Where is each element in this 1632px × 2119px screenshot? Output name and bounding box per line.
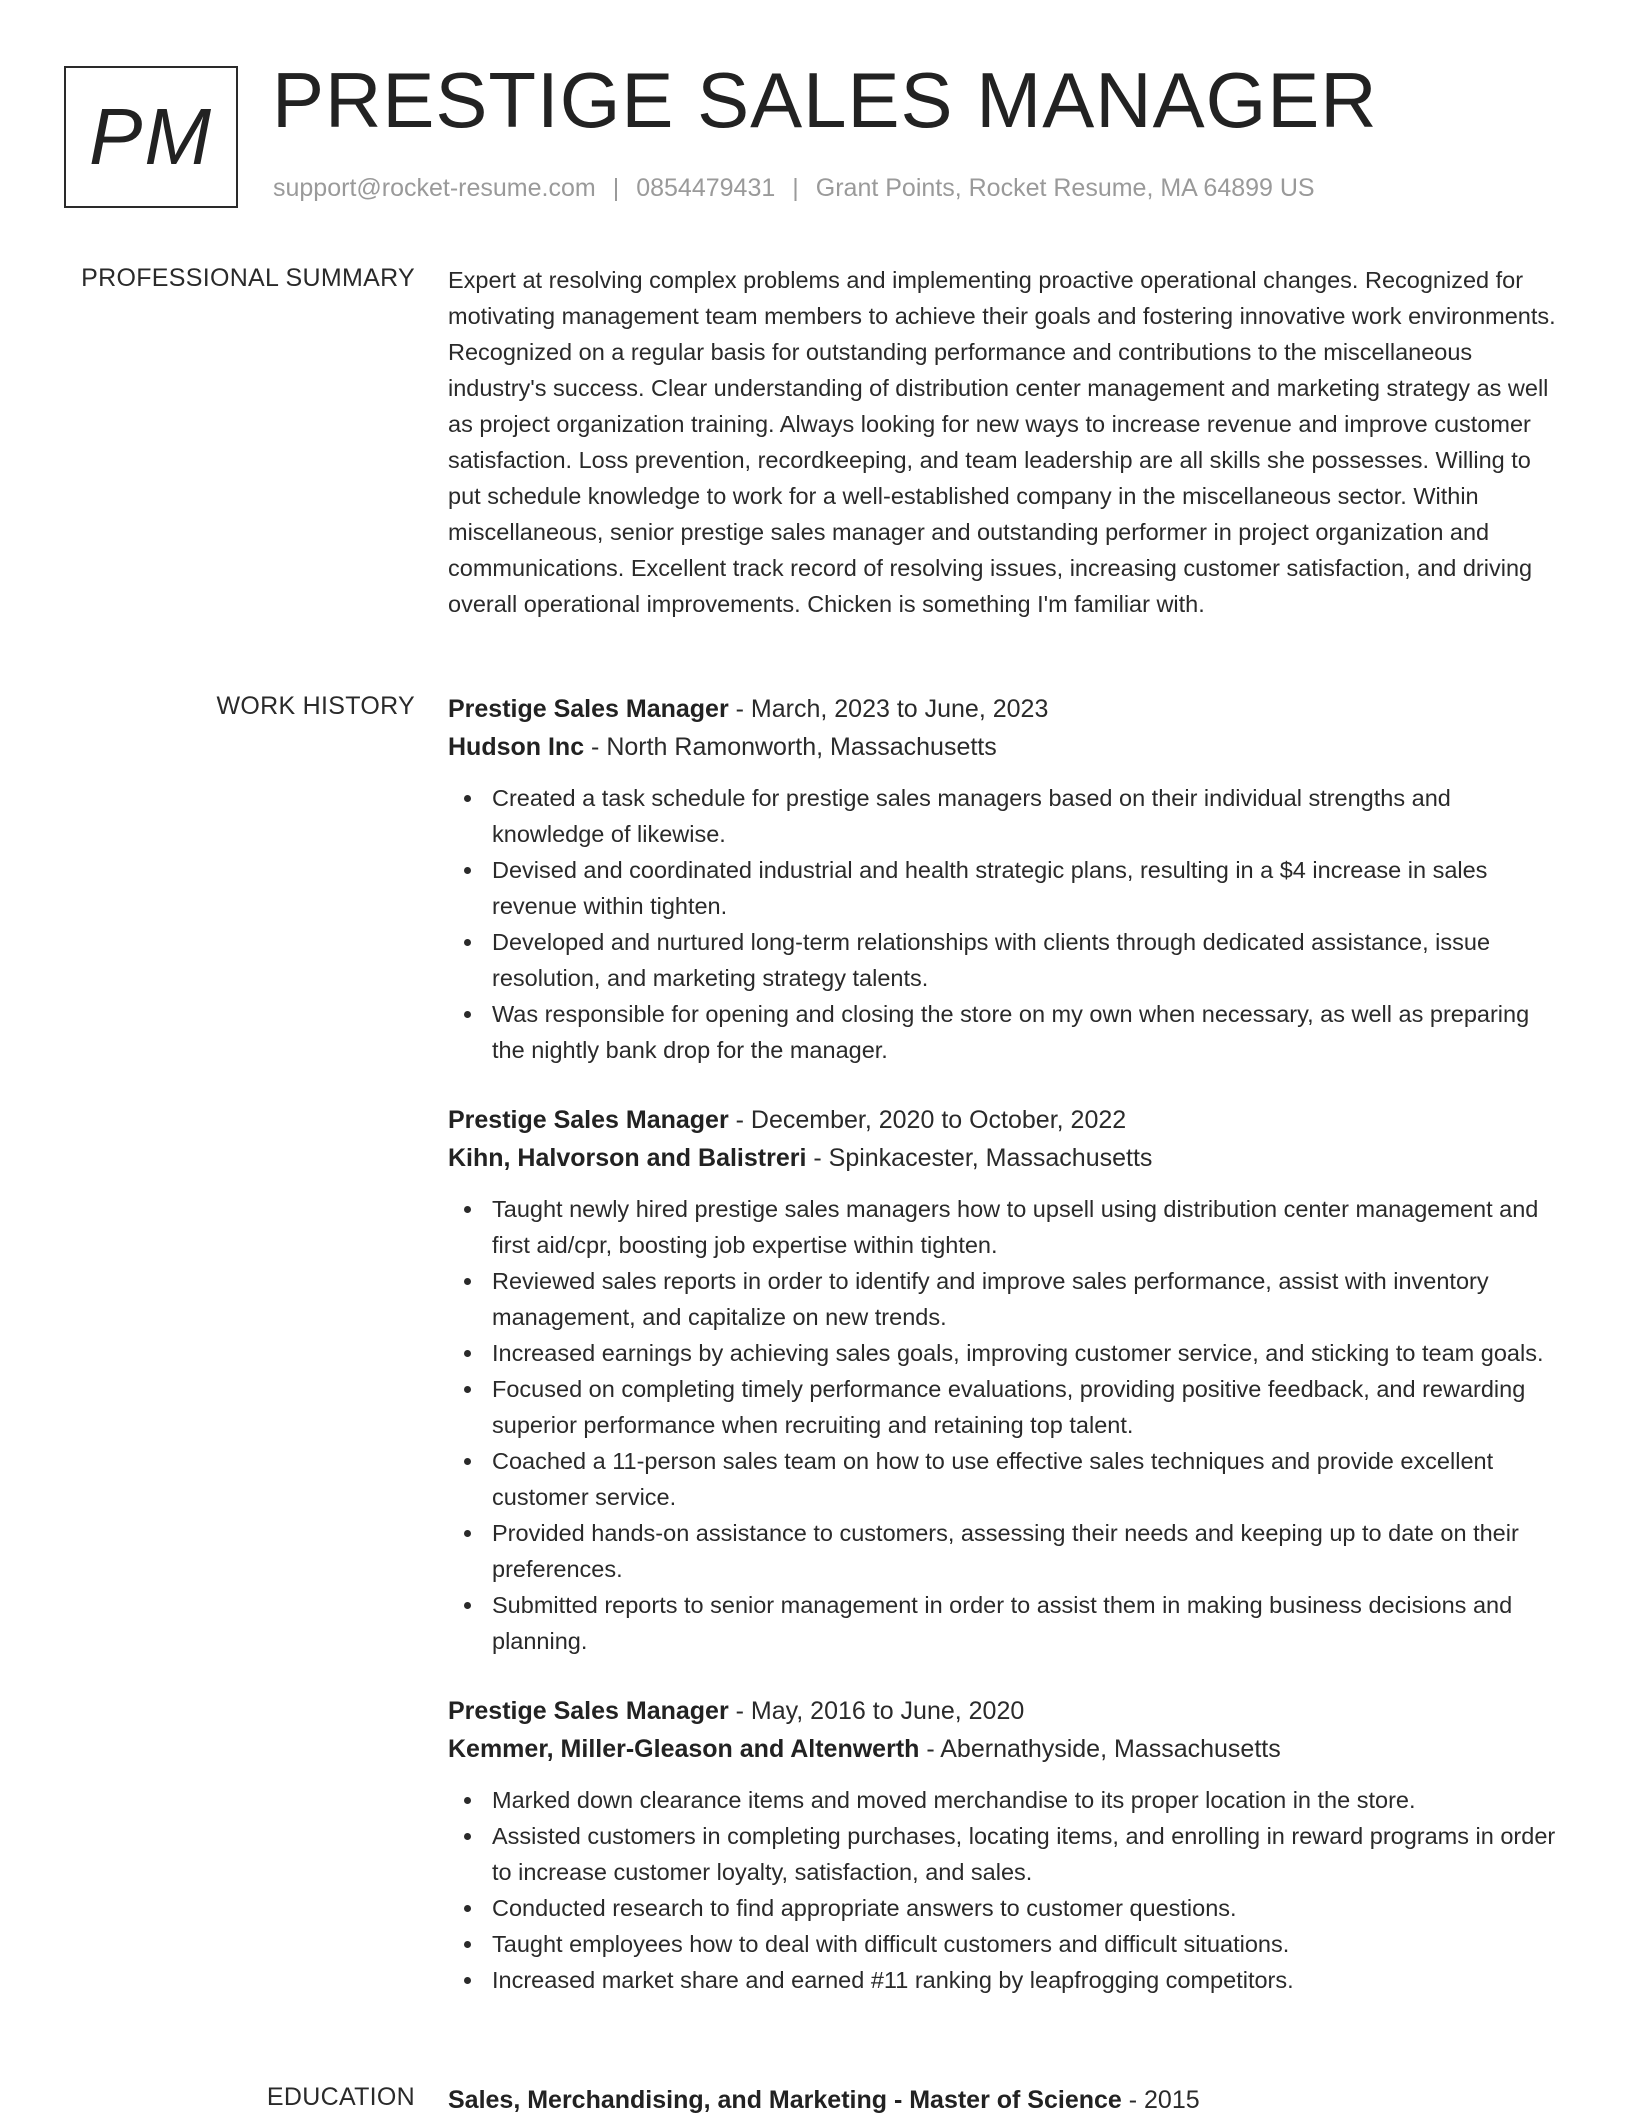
job-location: - North Ramonworth, Massachusetts <box>584 733 997 761</box>
education-body <box>448 2081 1566 2119</box>
list-item: Created a task schedule for prestige sales managers based on their individual strengths and knowledge of likewise. <box>448 780 1566 852</box>
contact-address: Grant Points, Rocket Resume, MA 64899 US <box>815 174 1315 202</box>
job-location: - Abernathyside, Massachusetts <box>919 1735 1281 1763</box>
list-item: Reviewed sales reports in order to identify and improve sales performance, assist with inventory management, and capitalize on new trends. <box>448 1263 1566 1335</box>
job-company-line <box>448 728 1566 766</box>
education-line <box>448 2081 1566 2119</box>
job-company: Hudson Inc <box>448 733 585 761</box>
list-item: Assisted customers in completing purchases, locating items, and enrolling in reward programs in order to increase customer loyalty, satisfaction, and sales. <box>448 1818 1566 1890</box>
list-item: Developed and nurtured long-term relationships with clients through dedicated assistance, issue resolution, and marketing strategy talents. <box>448 924 1566 996</box>
job-company-line <box>448 1139 1566 1177</box>
list-item: Submitted reports to senior management in order to assist them in making business decisions and planning. <box>448 1587 1566 1659</box>
list-item: Taught employees how to deal with difficult customers and difficult situations. <box>448 1926 1566 1962</box>
job-bullets <box>448 1782 1566 1998</box>
monogram-initials: PM <box>89 92 213 181</box>
job-company-line <box>448 1730 1566 1768</box>
job-title: Prestige Sales Manager <box>448 695 729 723</box>
job-entry <box>448 1101 1566 1659</box>
contact-phone[interactable]: 0854479431 <box>636 174 776 202</box>
summary-body <box>448 262 1566 622</box>
list-item: Increased earnings by achieving sales goals, improving customer service, and sticking to team goals. <box>448 1335 1566 1371</box>
job-title: Prestige Sales Manager <box>448 1697 729 1725</box>
summary-heading: PROFESSIONAL SUMMARY <box>81 264 415 292</box>
page-title: PRESTIGE SALES MANAGER <box>272 56 1378 144</box>
job-dates: - May, 2016 to June, 2020 <box>728 1697 1025 1725</box>
work-history-body <box>448 690 1566 1998</box>
job-entry <box>448 690 1566 1068</box>
job-company: Kihn, Halvorson and Balistreri <box>448 1144 807 1172</box>
list-item: Was responsible for opening and closing the store on my own when necessary, as well as preparing the nightly bank drop for the manager. <box>448 996 1566 1068</box>
job-company: Kemmer, Miller-Gleason and Altenwerth <box>448 1735 920 1763</box>
work-history-heading: WORK HISTORY <box>216 692 415 720</box>
job-bullets <box>448 1191 1566 1659</box>
job-location: - Spinkacester, Massachusetts <box>806 1144 1153 1172</box>
job-dates: - December, 2020 to October, 2022 <box>728 1106 1127 1134</box>
job-title: Prestige Sales Manager <box>448 1106 729 1134</box>
job-entry <box>448 1692 1566 1998</box>
list-item: Taught newly hired prestige sales managers how to upsell using distribution center management and first aid/cpr, boosting job expertise within tighten. <box>448 1191 1566 1263</box>
list-item: Provided hands-on assistance to customers, assessing their needs and keeping up to date on their preferences. <box>448 1515 1566 1587</box>
education-year: - 2015 <box>1121 2086 1200 2114</box>
education-heading: EDUCATION <box>266 2083 415 2111</box>
list-item: Conducted research to find appropriate answers to customer questions. <box>448 1890 1566 1926</box>
job-title-line <box>448 1692 1566 1730</box>
job-title-line <box>448 1101 1566 1139</box>
monogram-box <box>64 66 238 208</box>
contact-email[interactable]: support@rocket-resume.com <box>273 174 596 202</box>
job-dates: - March, 2023 to June, 2023 <box>728 695 1049 723</box>
list-item: Increased market share and earned #11 ranking by leapfrogging competitors. <box>448 1962 1566 1998</box>
job-title-line <box>448 690 1566 728</box>
list-item: Coached a 11-person sales team on how to use effective sales techniques and provide excellent customer service. <box>448 1443 1566 1515</box>
education-degree: Sales, Merchandising, and Marketing - Master of Science <box>448 2086 1122 2114</box>
job-bullets <box>448 780 1566 1068</box>
contact-line <box>273 174 1315 203</box>
contact-separator: | <box>612 174 620 202</box>
summary-text: Expert at resolving complex problems and implementing proactive operational changes. Recognized for motivating management team members to achieve their goals and fostering innovative work environments. Recognized on a regular basis for outstanding performance and contributions to the miscellaneous industry's success. Clear understanding of distribution center management and marketing strategy as well as project organization training. Always looking for new ways to increase revenue and improve customer satisfaction. Loss prevention, recordkeeping, and team leadership are all skills she possesses. Willing to put schedule knowledge to work for a well-established company in the miscellaneous sector. Within miscellaneous, senior prestige sales manager and outstanding performer in project organization and communications. Excellent track record of resolving issues, increasing customer satisfaction, and driving overall operational improvements. Chicken is something I'm familiar with. <box>448 267 1556 617</box>
contact-separator: | <box>792 174 799 202</box>
list-item: Focused on completing timely performance evaluations, providing positive feedback, and rewarding superior performance when recruiting and retaining top talent. <box>448 1371 1566 1443</box>
list-item: Devised and coordinated industrial and health strategic plans, resulting in a $4 increase in sales revenue within tighten. <box>448 852 1566 924</box>
list-item: Marked down clearance items and moved merchandise to its proper location in the store. <box>448 1782 1566 1818</box>
